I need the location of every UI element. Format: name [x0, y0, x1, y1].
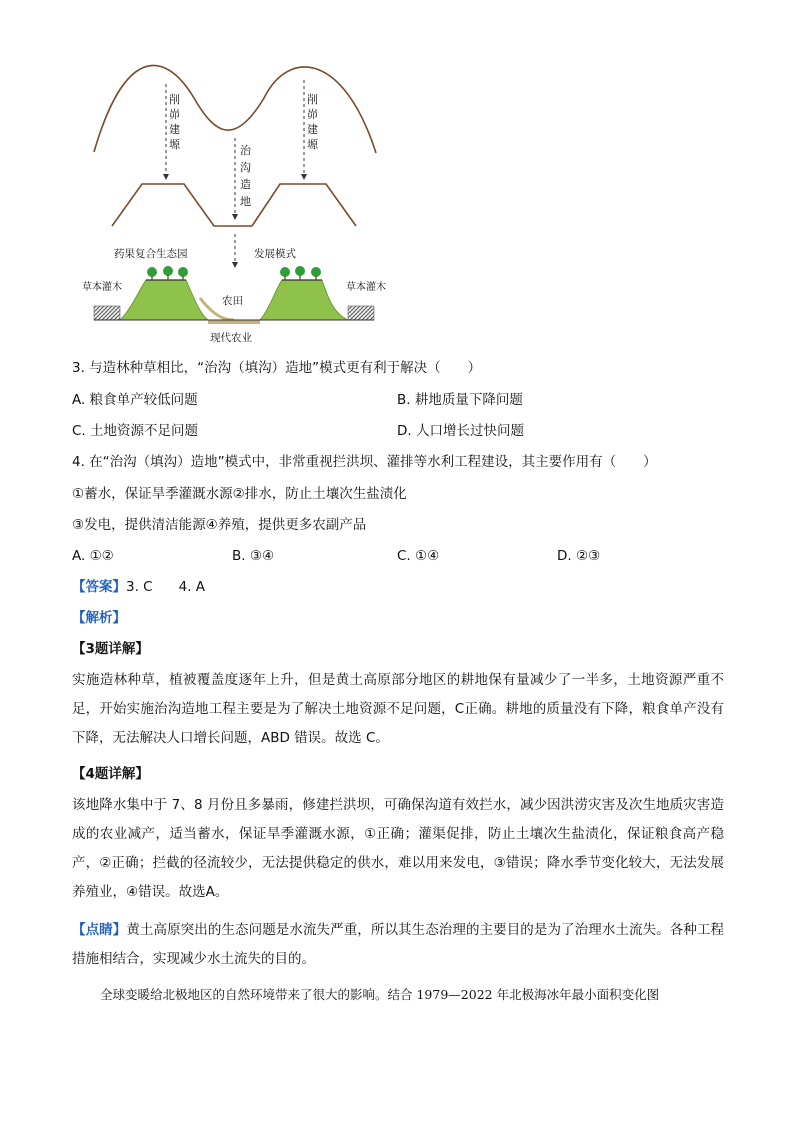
- q3-option-b: B. 耕地质量下降问题: [397, 392, 523, 408]
- q4-option-a: A. ①②: [72, 548, 114, 564]
- next-question-intro: 全球变暖给北极地区的自然环境带来了很大的影响。结合 1979—2022 年北极海冰年最小面积变化图: [100, 987, 660, 1002]
- terrain-diagram: [84, 58, 390, 348]
- answer-tag: 【答案】: [72, 579, 126, 595]
- label-development-mode: 发展模式: [254, 248, 296, 260]
- answer-line: [72, 577, 205, 597]
- answer-q3: 3. C: [126, 579, 153, 595]
- q3-option-a: A. 粮食单产较低问题: [72, 392, 198, 408]
- arrow-label-left: 削峁建塬: [169, 93, 180, 151]
- tip-text: 黄土高原突出的生态问题是水流失严重，所以其生态治理的主要目的是为了治理水土流失。各种工程措施相结合，实现减少水土流失的目的。: [72, 922, 725, 967]
- label-modern-agriculture: 现代农业: [210, 332, 252, 344]
- q4-option-d: D. ②③: [557, 548, 601, 564]
- label-shrub-right: 草本灌木: [346, 282, 386, 293]
- tip-paragraph: [72, 916, 724, 974]
- label-eco-park: 药果复合生态园: [114, 248, 188, 260]
- q3-stem: 3. 与造林种草相比，“治沟（填沟）造地”模式更有利于解决（ ）: [72, 360, 482, 376]
- arrow-label-right: 削峁建塬: [307, 93, 318, 151]
- q4-option-b: B. ③④: [232, 548, 275, 564]
- arrow-label-middle: 治沟造地: [240, 144, 251, 208]
- q3-option-c: C. 土地资源不足问题: [72, 423, 199, 439]
- tip-tag: 【点睛】: [72, 922, 127, 938]
- label-shrub-left: 草本灌木: [82, 282, 122, 293]
- detail-3-tag: 【3题详解】: [72, 641, 149, 657]
- q4-option-c: C. ①④: [397, 548, 440, 564]
- detail-4-text: 该地降水集中于 7、8 月份且多暴雨，修建拦洪坝，可确保沟道有效拦水，减少因洪涝灾害及次生地质灾害造成的农业减产，适当蓄水，保证旱季灌溉水源，①正确；灌渠促排，防止土壤次生盐渍化，保证粮食高产稳产，②正确；拦截的径流较少，无法提供稳定的供水，难以用来发电，③错误；降水季节变化较大，无法发展养殖业，④错误。故选A。: [72, 797, 724, 900]
- q3-option-d: D. 人口增长过快问题: [397, 423, 524, 439]
- label-farmland: 农田: [222, 295, 243, 307]
- q4-statement-line2: ③发电，提供清洁能源④养殖，提供更多农副产品: [72, 517, 367, 533]
- detail-3-text: 实施造林种草，植被覆盖度逐年上升，但是黄土高原部分地区的耕地保有量减少了一半多，土地资源严重不足，开始实施治沟造地工程主要是为了解决土地资源不足问题，C正确。耕地的质量没有下降，粮食单产没有下降，无法解决人口增长问题，ABD 错误。故选 C。: [72, 672, 724, 746]
- detail-4-tag: 【4题详解】: [72, 766, 149, 782]
- analysis-tag: 【解析】: [72, 610, 126, 626]
- answer-q4: 4. A: [178, 579, 206, 595]
- q4-statement-line1: ①蓄水，保证旱季灌溉水源②排水，防止土壤次生盐渍化: [72, 486, 407, 502]
- q4-stem: 4. 在“治沟（填沟）造地”模式中，非常重视拦洪坝、灌排等水利工程建设，其主要作用有（ ）: [72, 454, 657, 470]
- terraced-profile: [112, 184, 356, 226]
